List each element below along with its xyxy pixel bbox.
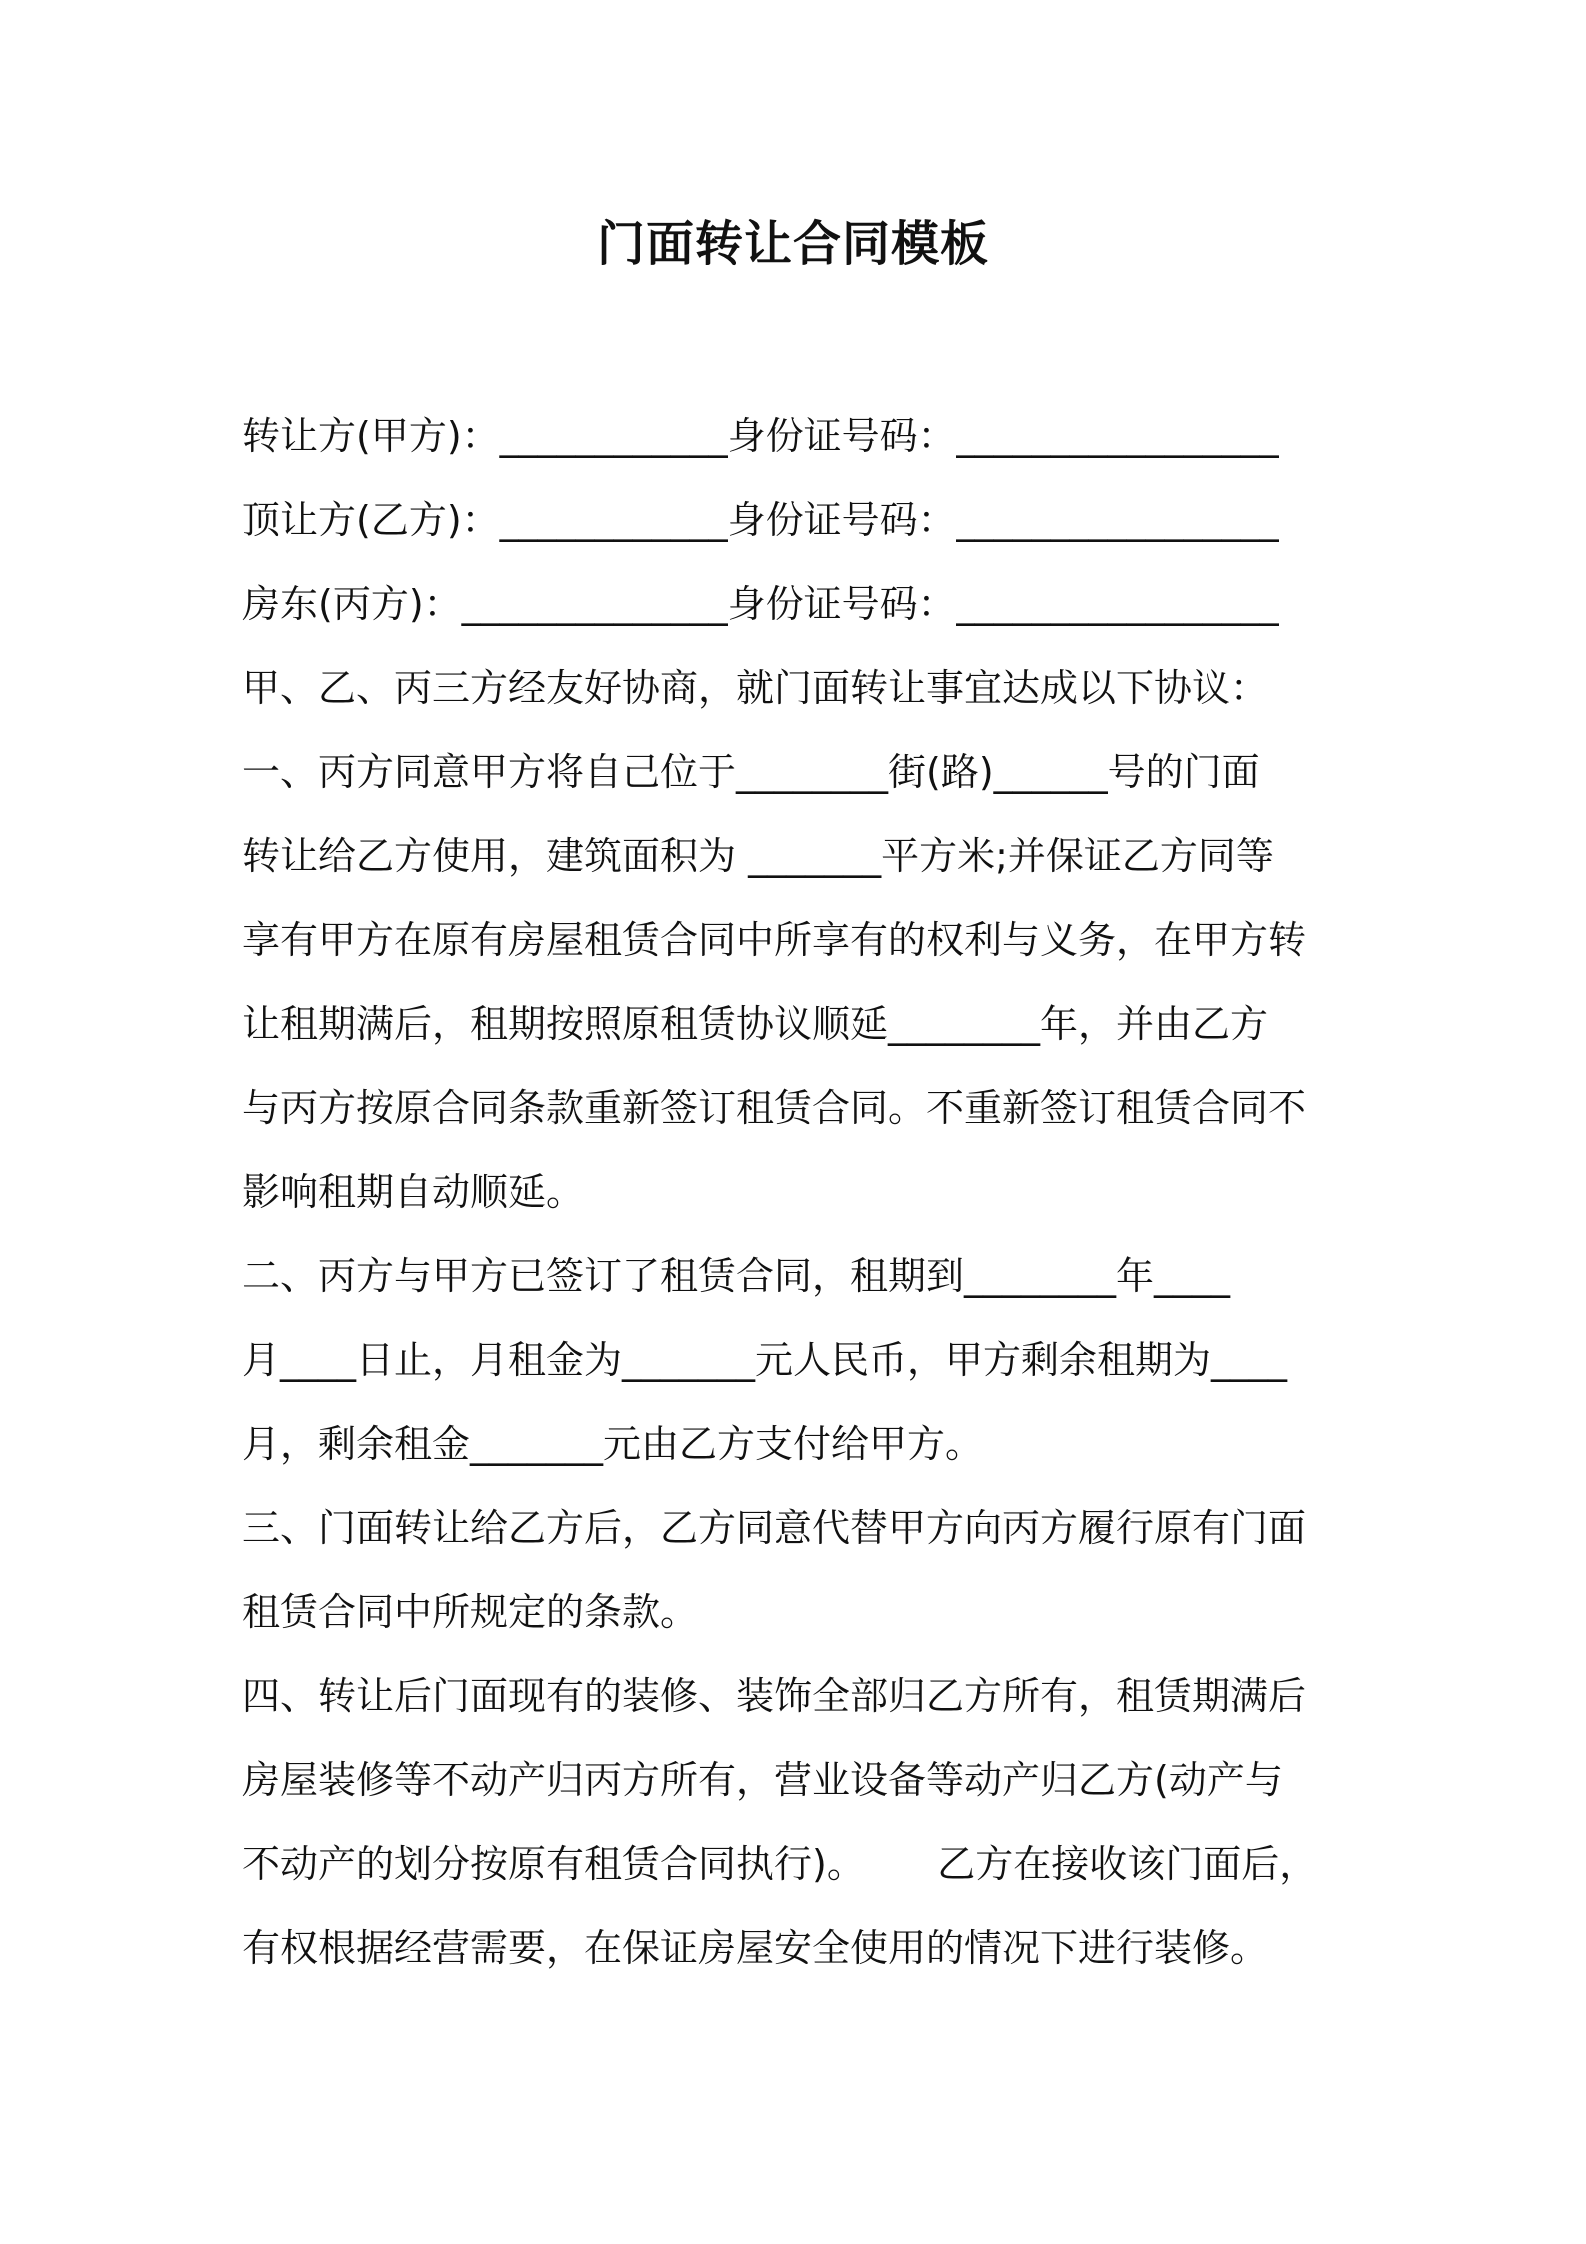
name-blank: ____________ xyxy=(499,414,728,458)
document-title: 门面转让合同模板 xyxy=(596,216,989,272)
preamble: 甲、乙、丙三方经友好协商，就门面转让事宜达成以下协议： xyxy=(242,666,1269,710)
clause-2-line: 二、丙方与甲方已签订了租赁合同，租期到________年____ xyxy=(242,1254,1231,1298)
clause-1-line: 转让给乙方使用，建筑面积为 _______平方米;并保证乙方同等 xyxy=(242,834,1274,878)
clause-3-line: 租赁合同中所规定的条款。 xyxy=(242,1590,699,1634)
id-number-blank: _________________ xyxy=(955,498,1279,542)
clause-1-line: 享有甲方在原有房屋租赁合同中所享有的权利与义务，在甲方转 xyxy=(242,918,1307,962)
clause-1-line: 让租期满后，租期按照原租赁协议顺延________年，并由乙方 xyxy=(242,1002,1269,1046)
party-label: 转让方(甲方)： xyxy=(242,414,500,458)
party-line-transferee xyxy=(242,492,1357,548)
id-number-label: 身份证号码： xyxy=(727,498,956,542)
party-label: 房东(丙方)： xyxy=(242,582,462,626)
clause-2-line: 月，剩余租金_______元由乙方支付给甲方。 xyxy=(242,1422,984,1466)
clause-2-line: 月____日止，月租金为_______元人民币，甲方剩余租期为____ xyxy=(242,1338,1288,1382)
id-number-label: 身份证号码： xyxy=(727,582,956,626)
id-number-blank: _________________ xyxy=(955,414,1279,458)
id-number-label: 身份证号码： xyxy=(727,414,956,458)
name-blank: ______________ xyxy=(461,582,728,626)
clause-4-line: 不动产的划分按原有租赁合同执行)。 乙方在接收该门面后， xyxy=(242,1842,1318,1886)
clause-1-line: 影响租期自动顺延。 xyxy=(242,1170,585,1214)
party-line-landlord xyxy=(242,576,1357,632)
id-number-blank: _________________ xyxy=(955,582,1279,626)
party-line-transferor xyxy=(242,408,1357,464)
clause-1-line: 与丙方按原合同条款重新签订租赁合同。不重新签订租赁合同不 xyxy=(242,1086,1307,1130)
clause-4-line: 四、转让后门面现有的装修、装饰全部归乙方所有，租赁期满后 xyxy=(242,1674,1307,1718)
name-blank: ____________ xyxy=(499,498,728,542)
clause-4-line: 房屋装修等不动产归丙方所有，营业设备等动产归乙方(动产与 xyxy=(242,1758,1283,1802)
party-label: 顶让方(乙方)： xyxy=(242,498,500,542)
clause-1-line: 一、丙方同意甲方将自己位于________街(路)______号的门面 xyxy=(242,750,1260,794)
clause-4-line: 有权根据经营需要，在保证房屋安全使用的情况下进行装修。 xyxy=(242,1926,1269,1970)
clause-3-line: 三、门面转让给乙方后，乙方同意代替甲方向丙方履行原有门面 xyxy=(242,1506,1307,1550)
